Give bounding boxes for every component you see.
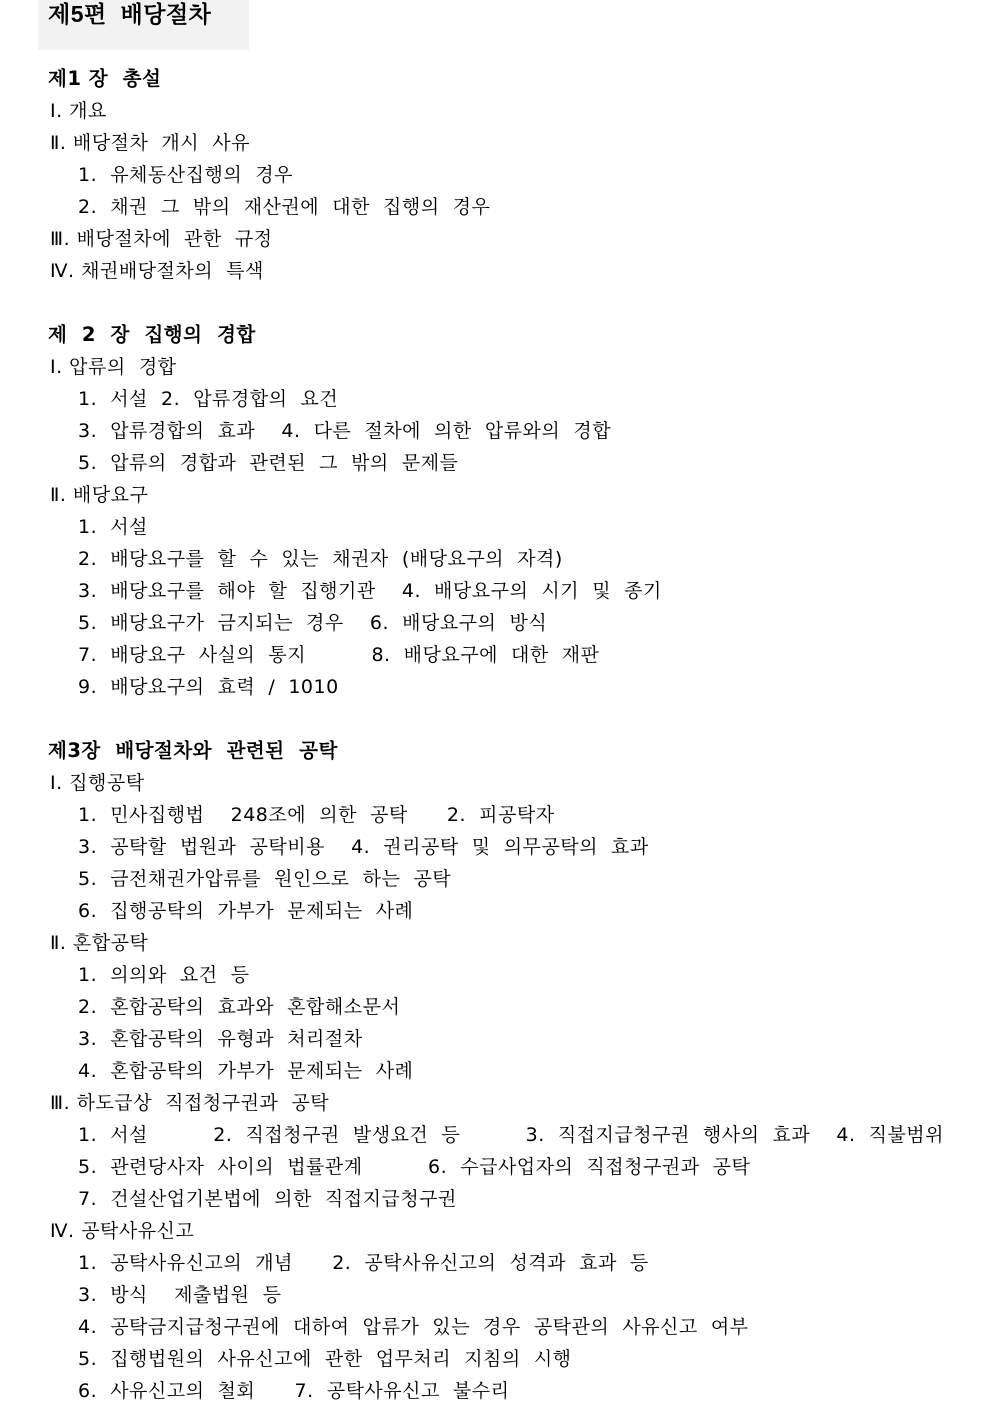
list-item: 1. 서설 2. 압류경합의 요건 xyxy=(78,388,339,410)
chapter-2-title: 제 2 장 집행의 경합 xyxy=(48,323,256,346)
list-item: 1. 서설 xyxy=(78,516,148,538)
list-item: 1. 민사집행법 248조에 의한 공탁 2. 피공탁자 xyxy=(78,804,555,826)
section-heading: Ⅲ. 배당절차에 관한 규정 xyxy=(50,228,273,250)
section-heading: Ⅳ. 채권배당절차의 특색 xyxy=(50,260,264,282)
list-item: 3. 공탁할 법원과 공탁비용 4. 권리공탁 및 의무공탁의 효과 xyxy=(78,836,649,858)
list-item: 6. 집행공탁의 가부가 문제되는 사례 xyxy=(78,900,414,922)
list-item: 3. 혼합공탁의 유형과 처리절차 xyxy=(78,1028,363,1050)
list-item: 3. 배당요구를 해야 할 집행기관 4. 배당요구의 시기 및 종기 xyxy=(78,580,662,602)
list-item: 7. 배당요구 사실의 통지 8. 배당요구에 대한 재판 xyxy=(78,644,600,666)
list-item: 3. 압류경합의 효과 4. 다른 절차에 의한 압류와의 경합 xyxy=(78,420,612,442)
list-item: 3. 방식 제출법원 등 xyxy=(78,1284,282,1306)
list-item: 5. 압류의 경합과 관련된 그 밖의 문제들 xyxy=(78,452,459,474)
list-item: 4. 공탁금지급청구권에 대하여 압류가 있는 경우 공탁관의 사유신고 여부 xyxy=(78,1316,749,1338)
section-heading: Ⅳ. 공탁사유신고 xyxy=(50,1220,195,1242)
section-heading: Ⅱ. 배당절차 개시 사유 xyxy=(50,132,250,154)
list-item: 9. 배당요구의 효력 / 1010 xyxy=(78,676,339,698)
list-item: 7. 건설산업기본법에 의한 직접지급청구권 xyxy=(78,1188,457,1210)
list-item: 2. 혼합공탁의 효과와 혼합해소문서 xyxy=(78,996,401,1018)
list-item: 1. 의의와 요건 등 xyxy=(78,964,250,986)
list-item: 1. 공탁사유신고의 개념 2. 공탁사유신고의 성격과 효과 등 xyxy=(78,1252,649,1274)
list-item: 2. 배당요구를 할 수 있는 채권자 (배당요구의 자격) xyxy=(78,548,563,570)
list-item: 5. 금전채권가압류를 원인으로 하는 공탁 xyxy=(78,868,452,890)
section-heading: Ⅲ. 하도급상 직접청구권과 공탁 xyxy=(50,1092,330,1114)
list-item: 5. 관련당사자 사이의 법률관계 6. 수급사업자의 직접청구권과 공탁 xyxy=(78,1156,751,1178)
list-item: 6. 사유신고의 철회 7. 공탁사유신고 불수리 xyxy=(78,1380,510,1402)
section-heading: Ⅱ. 배당요구 xyxy=(50,484,149,506)
list-item: 2. 채권 그 밖의 재산권에 대한 집행의 경우 xyxy=(78,196,491,218)
section-heading: Ⅰ. 집행공탁 xyxy=(50,772,145,794)
list-item: 5. 배당요구가 금지되는 경우 6. 배당요구의 방식 xyxy=(78,612,548,634)
chapter-3-title: 제3장 배당절차와 관련된 공탁 xyxy=(48,739,338,762)
section-heading: Ⅱ. 혼합공탁 xyxy=(50,932,149,954)
list-item: 1. 서설 2. 직접청구권 발생요건 등 3. 직접지급청구권 행사의 효과 4. 직불범위 xyxy=(78,1124,945,1146)
section-heading: Ⅰ. 압류의 경합 xyxy=(50,356,177,378)
section-heading: Ⅰ. 개요 xyxy=(50,100,107,122)
list-item: 5. 집행법원의 사유신고에 관한 업무처리 지침의 시행 xyxy=(78,1348,572,1370)
list-item: 1. 유체동산집행의 경우 xyxy=(78,164,293,186)
chapter-1-title: 제1 장 총설 xyxy=(48,67,162,90)
part-title: 제5편 배당절차 xyxy=(48,1,212,27)
list-item: 4. 혼합공탁의 가부가 문제되는 사례 xyxy=(78,1060,414,1082)
